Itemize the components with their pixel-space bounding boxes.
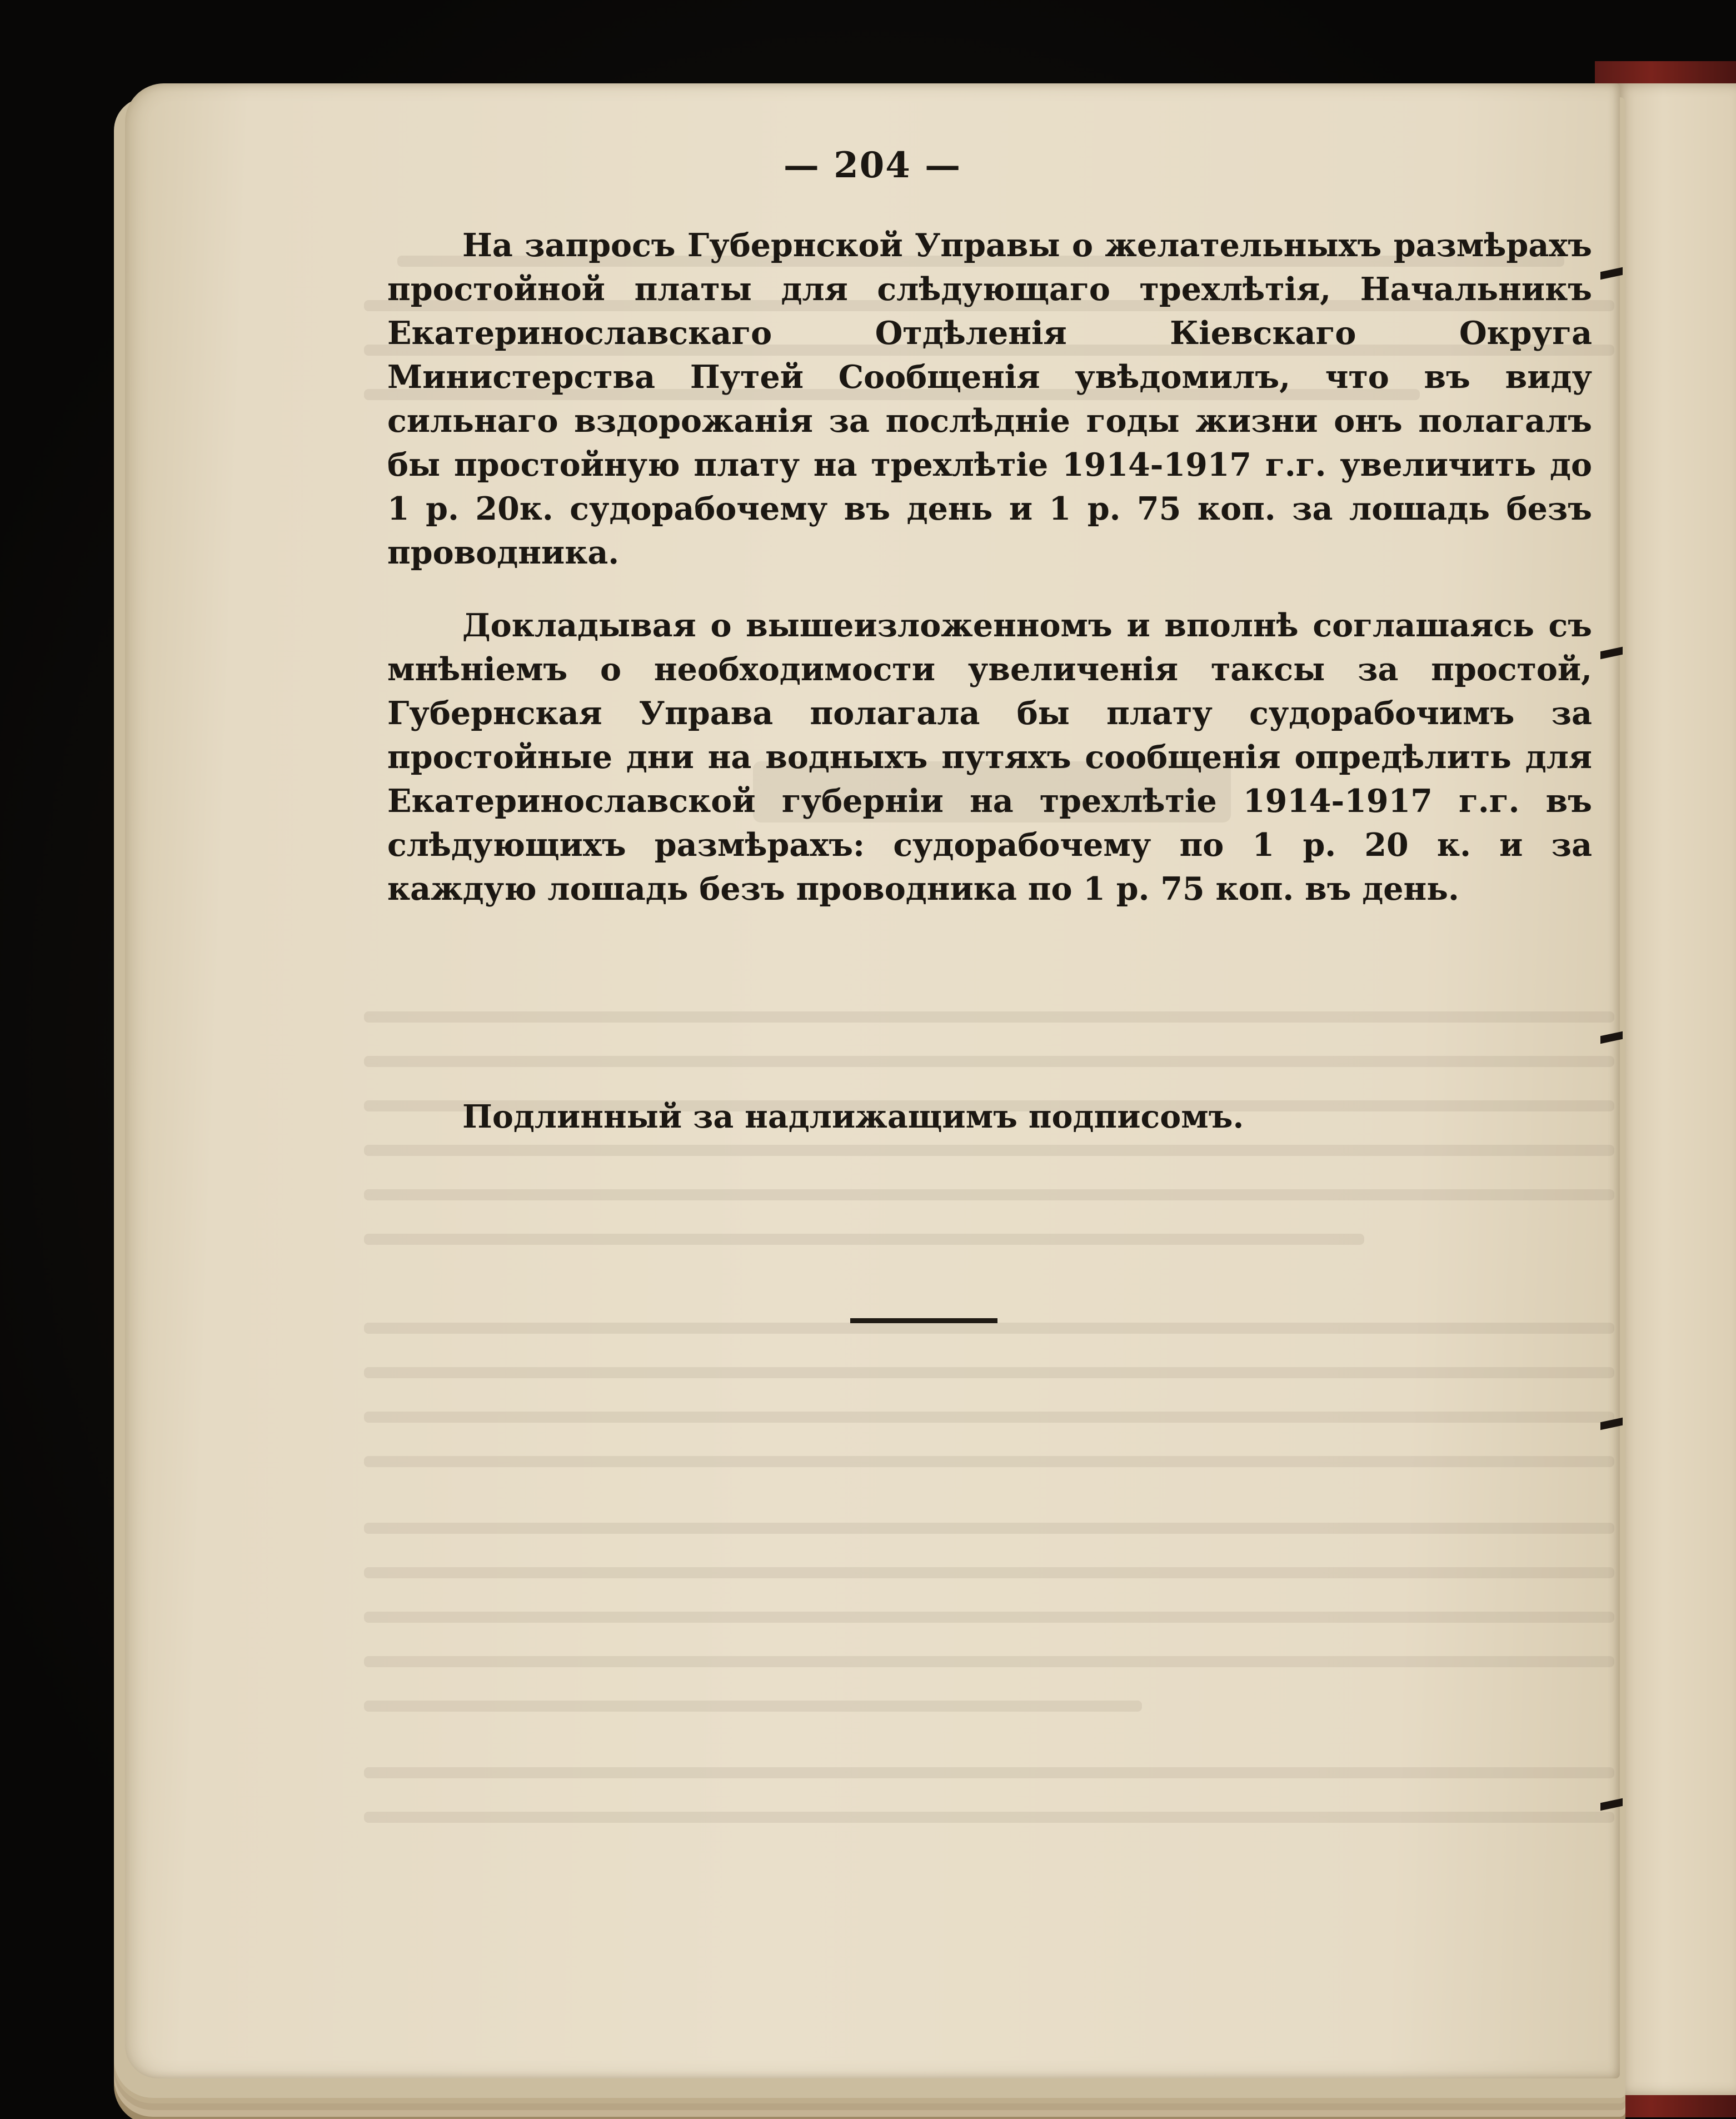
horizontal-rule	[850, 1318, 997, 1323]
signature-line: Подлинный за надлижащимъ подписомъ.	[462, 1098, 1244, 1135]
page-number: — 204 —	[783, 144, 962, 186]
adjacent-page	[1614, 83, 1736, 2095]
paragraph: На запросъ Губернской Управы о желательныхъ размѣрахъ простойной платы для слѣдующаго трехлѣтія, Начальникъ Екатеринославскаго Отдѣленія Кіевскаго Округа Министерства Путей Сообщенія увѣдомилъ, что въ виду сильнаго вздорожанія за послѣдніе годы жизни онъ полагалъ бы простойную плату на трехлѣтіе 1914-1917 г.г. увеличить до 1 р. 20к. судорабочему въ день и 1 р. 75 коп. за лошадь безъ проводника.	[387, 227, 1592, 571]
body-text	[387, 223, 1592, 940]
book-page	[125, 83, 1620, 2078]
paragraph: Докладывая о вышеизложенномъ и вполнѣ соглашаясь съ мнѣніемъ о необходимости увеличенія таксы за простой, Губернская Управа полагала бы плату судорабочимъ за простойные дни на водныхъ путяхъ сообщенія опредѣлить для Екатеринославской губерніи на трехлѣтіе 1914-1917 г.г. въ слѣдующихъ размѣрахъ: судорабочему по 1 р. 20 к. и за каждую лошадь безъ проводника по 1 р. 75 коп. въ день.	[387, 607, 1592, 908]
